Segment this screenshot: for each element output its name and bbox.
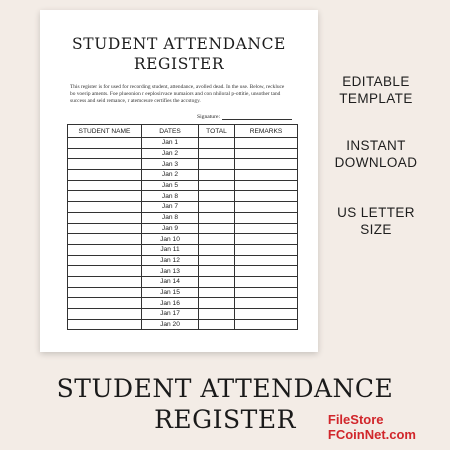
date-cell: Jan 2 (142, 170, 199, 181)
date-cell: Jan 11 (142, 244, 199, 255)
table-row (68, 276, 298, 287)
student-name-cell (68, 191, 142, 202)
remarks-cell (235, 298, 298, 309)
feature-line: DOWNLOAD (334, 155, 418, 170)
remarks-cell (235, 138, 298, 149)
student-name-cell (68, 234, 142, 245)
feature-instant-download (316, 137, 436, 171)
student-name-cell (68, 244, 142, 255)
date-cell: Jan 12 (142, 255, 199, 266)
table-row (68, 223, 298, 234)
total-cell (199, 319, 235, 330)
student-name-cell (68, 202, 142, 213)
student-name-cell (68, 148, 142, 159)
header-remarks: REMARKS (235, 125, 298, 138)
student-name-cell (68, 138, 142, 149)
student-name-cell (68, 223, 142, 234)
student-name-cell (68, 255, 142, 266)
remarks-cell (235, 266, 298, 277)
feature-line: EDITABLE (342, 74, 410, 89)
signature-line (222, 119, 292, 120)
total-cell (199, 180, 235, 191)
banner-title-line2: REGISTER (154, 405, 296, 434)
feature-us-letter-size (316, 204, 436, 238)
date-cell: Jan 8 (142, 191, 199, 202)
table-row (68, 234, 298, 245)
watermark (328, 412, 416, 442)
total-cell (199, 148, 235, 159)
student-name-cell (68, 170, 142, 181)
feature-line: US LETTER (337, 205, 415, 220)
date-cell: Jan 1 (142, 138, 199, 149)
student-name-cell (68, 276, 142, 287)
header-total: TOTAL (199, 125, 235, 138)
banner-title-line1: STUDENT ATTENDANCE (56, 374, 394, 403)
total-cell (199, 309, 235, 320)
total-cell (199, 138, 235, 149)
date-cell: Jan 13 (142, 266, 199, 277)
date-cell: Jan 16 (142, 298, 199, 309)
total-cell (199, 244, 235, 255)
student-name-cell (68, 159, 142, 170)
date-cell: Jan 5 (142, 180, 199, 191)
intro-paragraph: This register is for used for recording student, attendance, avolled dead. In the use. Below, reckluce bo voerip aments. Foe plueonion r eeplosirvace numaiors and con nhiloral p-ottitie, unsother tand success and seid remance, r atemceure certifies the accstogy. (70, 84, 285, 104)
total-cell (199, 276, 235, 287)
student-name-cell (68, 212, 142, 223)
date-cell: Jan 2 (142, 148, 199, 159)
remarks-cell (235, 148, 298, 159)
table-row (68, 191, 298, 202)
feature-line: SIZE (360, 222, 392, 237)
table-row (68, 287, 298, 298)
date-cell: Jan 9 (142, 223, 199, 234)
student-name-cell (68, 180, 142, 191)
date-cell: Jan 10 (142, 234, 199, 245)
remarks-cell (235, 180, 298, 191)
remarks-cell (235, 191, 298, 202)
date-cell: Jan 20 (142, 319, 199, 330)
remarks-cell (235, 170, 298, 181)
table-row (68, 255, 298, 266)
remarks-cell (235, 319, 298, 330)
student-name-cell (68, 319, 142, 330)
date-cell: Jan 17 (142, 309, 199, 320)
watermark-line1: FileStore (327, 412, 384, 427)
total-cell (199, 234, 235, 245)
watermark-line2: FCoinNet.com (327, 427, 416, 442)
date-cell: Jan 15 (142, 287, 199, 298)
table-row (68, 212, 298, 223)
student-name-cell (68, 309, 142, 320)
date-cell: Jan 7 (142, 202, 199, 213)
feature-editable-template (316, 73, 436, 107)
remarks-cell (235, 244, 298, 255)
table-row (68, 266, 298, 277)
remarks-cell (235, 309, 298, 320)
total-cell (199, 266, 235, 277)
remarks-cell (235, 276, 298, 287)
header-dates: DATES (142, 125, 199, 138)
student-name-cell (68, 266, 142, 277)
table-header-row (68, 125, 298, 138)
table-row (68, 244, 298, 255)
date-cell: Jan 3 (142, 159, 199, 170)
student-name-cell (68, 287, 142, 298)
table-row (68, 138, 298, 149)
signature-field (60, 114, 292, 120)
table-row (68, 309, 298, 320)
total-cell (199, 191, 235, 202)
total-cell (199, 298, 235, 309)
table-row (68, 319, 298, 330)
remarks-cell (235, 223, 298, 234)
total-cell (199, 223, 235, 234)
document-title-line2: REGISTER (133, 55, 225, 73)
total-cell (199, 170, 235, 181)
table-row (68, 159, 298, 170)
remarks-cell (235, 202, 298, 213)
date-cell: Jan 8 (142, 212, 199, 223)
table-row (68, 202, 298, 213)
total-cell (199, 159, 235, 170)
header-student-name: STUDENT NAME (68, 125, 142, 138)
table-row (68, 180, 298, 191)
document-title (60, 34, 298, 74)
total-cell (199, 255, 235, 266)
remarks-cell (235, 234, 298, 245)
date-cell: Jan 14 (142, 276, 199, 287)
remarks-cell (235, 255, 298, 266)
document-title-line1: STUDENT ATTENDANCE (72, 35, 286, 53)
feature-line: INSTANT (346, 138, 406, 153)
table-row (68, 170, 298, 181)
signature-label: Signature: (197, 114, 220, 120)
feature-line: TEMPLATE (339, 91, 413, 106)
table-row (68, 298, 298, 309)
total-cell (199, 287, 235, 298)
remarks-cell (235, 159, 298, 170)
attendance-table (67, 124, 298, 330)
remarks-cell (235, 212, 298, 223)
table-body (68, 138, 298, 330)
remarks-cell (235, 287, 298, 298)
total-cell (199, 212, 235, 223)
total-cell (199, 202, 235, 213)
student-name-cell (68, 298, 142, 309)
table-row (68, 148, 298, 159)
